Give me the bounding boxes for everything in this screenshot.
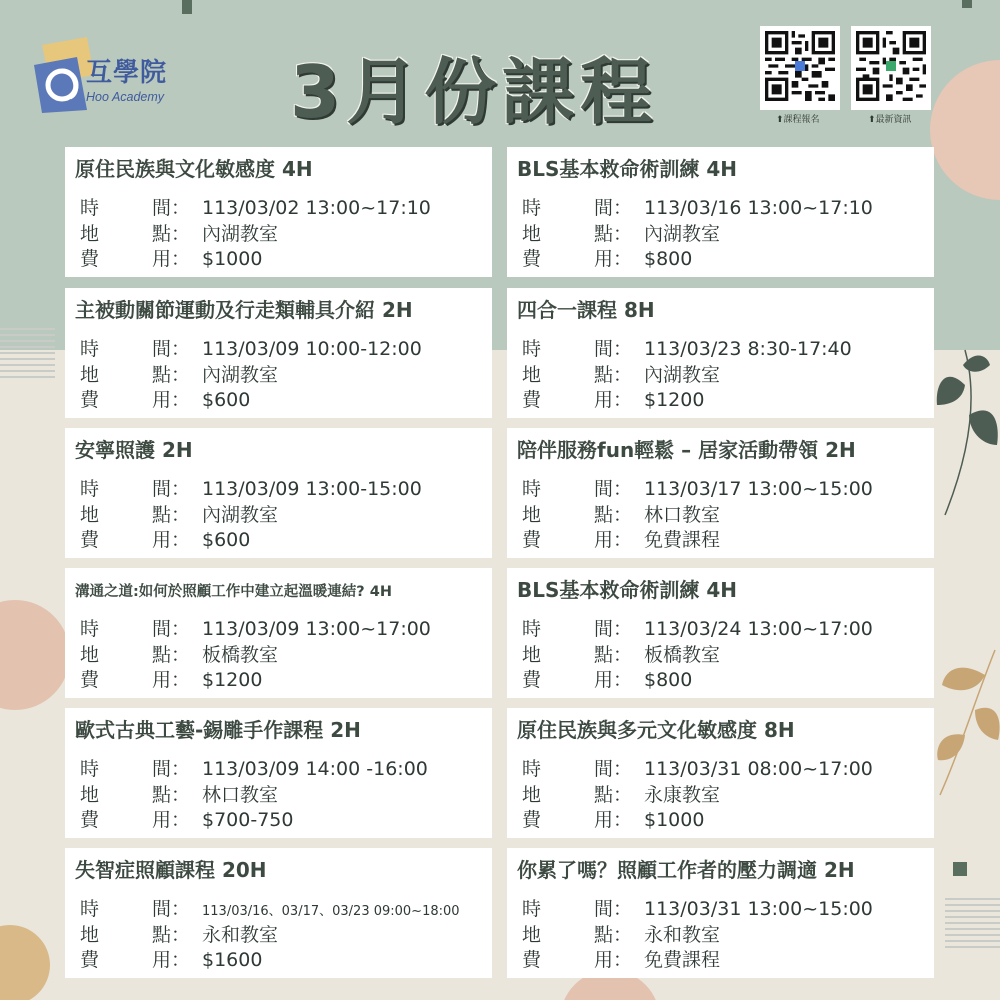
time-label-b: 間： xyxy=(594,338,633,360)
course-title: BLS基本救命術訓練 4H xyxy=(517,578,738,602)
place-label-b: 點： xyxy=(152,784,191,806)
decorative-circle xyxy=(0,925,50,1000)
fee-label-b: 用： xyxy=(594,809,633,831)
course-fee: $1200 xyxy=(202,669,263,691)
place-label-b: 點： xyxy=(152,924,191,946)
course-fee: 免費課程 xyxy=(644,529,721,551)
time-label-b: 間： xyxy=(152,618,191,640)
course-fee-row xyxy=(80,805,293,832)
course-title: 陪伴服務fun輕鬆 – 居家活動帶領 2H xyxy=(517,438,856,462)
course-time: 113/03/23 8:30-17:40 xyxy=(644,338,852,360)
place-label-a: 地 xyxy=(522,364,542,386)
course-title: 原住民族與文化敏感度 4H xyxy=(75,157,313,181)
fee-label-b: 用： xyxy=(152,669,191,691)
time-label-a: 時 xyxy=(522,898,542,920)
time-label-a: 時 xyxy=(80,478,100,500)
fee-label-a: 費 xyxy=(522,949,542,971)
decorative-circle xyxy=(0,600,70,710)
course-card xyxy=(507,568,934,698)
course-place: 林口教室 xyxy=(202,784,279,806)
time-label-b: 間： xyxy=(594,478,633,500)
course-time-row xyxy=(522,193,873,220)
course-place-row xyxy=(80,219,278,246)
fee-label-b: 用： xyxy=(594,669,633,691)
time-label-b: 間： xyxy=(594,618,633,640)
fee-label-a: 費 xyxy=(80,529,100,551)
place-label-b: 點： xyxy=(594,644,633,666)
time-label-a: 時 xyxy=(522,338,542,360)
course-place-row xyxy=(522,780,720,807)
fee-label-a: 費 xyxy=(80,389,100,411)
course-fee-row xyxy=(522,385,704,412)
course-time-row xyxy=(522,614,873,641)
place-label-a: 地 xyxy=(522,924,542,946)
fee-label-a: 費 xyxy=(80,809,100,831)
qr-code-news[interactable] xyxy=(851,26,931,110)
course-card xyxy=(65,147,492,277)
course-fee: $800 xyxy=(644,248,693,270)
course-time: 113/03/09 13:00~17:00 xyxy=(202,618,431,640)
course-title: 四合一課程 8H xyxy=(517,298,655,322)
decorative-stripes xyxy=(0,328,55,378)
course-place-row xyxy=(80,500,278,527)
place-label-a: 地 xyxy=(522,644,542,666)
fee-label-b: 用： xyxy=(152,389,191,411)
place-label-a: 地 xyxy=(80,924,100,946)
course-time: 113/03/24 13:00~17:00 xyxy=(644,618,873,640)
leaf-decoration-icon xyxy=(930,640,1000,800)
course-card xyxy=(65,708,492,838)
course-title: 主被動關節運動及行走類輔具介紹 2H xyxy=(75,298,413,322)
fee-label-b: 用： xyxy=(594,529,633,551)
time-label-b: 間： xyxy=(594,898,633,920)
place-label-a: 地 xyxy=(522,223,542,245)
time-label-a: 時 xyxy=(80,898,100,920)
decorative-stripes xyxy=(945,898,1000,948)
fee-label-a: 費 xyxy=(522,389,542,411)
course-fee-row xyxy=(522,244,692,271)
place-label-b: 點： xyxy=(594,784,633,806)
course-time-row xyxy=(522,334,852,361)
place-label-b: 點： xyxy=(152,364,191,386)
course-title: 你累了嗎？照顧工作者的壓力調適 2H xyxy=(517,858,855,882)
course-fee: $700-750 xyxy=(202,809,294,831)
course-fee-row xyxy=(80,385,250,412)
qr-caption-registration: ⬆課程報名 xyxy=(776,115,820,125)
time-label-a: 時 xyxy=(522,618,542,640)
fee-label-a: 費 xyxy=(80,248,100,270)
course-time-row xyxy=(522,474,873,501)
fee-label-b: 用： xyxy=(594,949,633,971)
time-label-a: 時 xyxy=(80,618,100,640)
course-place-row xyxy=(80,640,278,667)
decorative-square xyxy=(182,0,192,14)
course-title: BLS基本救命術訓練 4H xyxy=(517,157,738,181)
course-fee: $1000 xyxy=(202,248,263,270)
fee-label-b: 用： xyxy=(152,949,191,971)
course-place-row xyxy=(80,360,278,387)
course-place-row xyxy=(80,920,278,947)
place-label-a: 地 xyxy=(80,504,100,526)
time-label-a: 時 xyxy=(522,478,542,500)
course-fee: $600 xyxy=(202,389,251,411)
place-label-a: 地 xyxy=(80,784,100,806)
place-label-b: 點： xyxy=(594,924,633,946)
place-label-b: 點： xyxy=(594,364,633,386)
qr-caption-news: ⬆最新資訊 xyxy=(868,115,912,125)
course-time-row xyxy=(80,754,428,781)
course-card xyxy=(507,288,934,418)
course-fee-row xyxy=(522,805,704,832)
qr-code-icon xyxy=(765,31,835,101)
course-place-row xyxy=(522,219,720,246)
course-card xyxy=(507,428,934,558)
place-label-a: 地 xyxy=(80,644,100,666)
course-place: 內湖教室 xyxy=(202,504,279,526)
logo-text: 互學院 xyxy=(86,58,168,88)
course-time-row xyxy=(80,894,460,921)
time-label-a: 時 xyxy=(522,197,542,219)
course-time: 113/03/02 13:00~17:10 xyxy=(202,197,431,219)
course-time: 113/03/16、03/17、03/23 09:00~18:00 xyxy=(202,904,460,919)
course-place: 板橋教室 xyxy=(644,644,721,666)
time-label-a: 時 xyxy=(80,197,100,219)
fee-label-a: 費 xyxy=(80,669,100,691)
course-place-row xyxy=(522,640,720,667)
course-title: 歐式古典工藝-錫雕手作課程 2H xyxy=(75,718,361,742)
course-fee: $800 xyxy=(644,669,693,691)
time-label-b: 間： xyxy=(152,758,191,780)
course-fee-row xyxy=(522,945,720,972)
course-fee: $1000 xyxy=(644,809,705,831)
place-label-a: 地 xyxy=(522,504,542,526)
time-label-a: 時 xyxy=(80,758,100,780)
course-card xyxy=(65,568,492,698)
course-place: 永和教室 xyxy=(644,924,721,946)
course-time: 113/03/09 14:00 -16:00 xyxy=(202,758,428,780)
course-card xyxy=(65,428,492,558)
course-title: 溝通之道:如何於照顧工作中建立起溫暖連結? 4H xyxy=(75,584,392,600)
fee-label-b: 用： xyxy=(594,389,633,411)
time-label-b: 間： xyxy=(152,338,191,360)
place-label-b: 點： xyxy=(152,644,191,666)
course-time: 113/03/09 13:00-15:00 xyxy=(202,478,422,500)
fee-label-a: 費 xyxy=(522,248,542,270)
decorative-square xyxy=(962,0,972,8)
course-card xyxy=(65,848,492,978)
fee-label-b: 用： xyxy=(152,248,191,270)
course-time-row xyxy=(80,334,422,361)
course-place: 內湖教室 xyxy=(644,223,721,245)
course-card xyxy=(507,708,934,838)
course-place: 永康教室 xyxy=(644,784,721,806)
time-label-a: 時 xyxy=(80,338,100,360)
time-label-b: 間： xyxy=(152,898,191,920)
course-place-row xyxy=(522,500,720,527)
course-place: 永和教室 xyxy=(202,924,279,946)
qr-code-registration[interactable] xyxy=(760,26,840,110)
course-place-row xyxy=(522,920,720,947)
course-place: 內湖教室 xyxy=(202,223,279,245)
time-label-a: 時 xyxy=(522,758,542,780)
course-time: 113/03/09 10:00-12:00 xyxy=(202,338,422,360)
course-fee-row xyxy=(522,665,692,692)
course-time-row xyxy=(80,193,431,220)
leaf-decoration-icon xyxy=(925,345,1000,520)
time-label-b: 間： xyxy=(152,197,191,219)
fee-label-b: 用： xyxy=(594,248,633,270)
course-place: 林口教室 xyxy=(644,504,721,526)
course-title: 失智症照顧課程 20H xyxy=(75,858,267,882)
time-label-b: 間： xyxy=(152,478,191,500)
course-title: 原住民族與多元文化敏感度 8H xyxy=(517,718,795,742)
course-fee: $600 xyxy=(202,529,251,551)
fee-label-a: 費 xyxy=(522,529,542,551)
place-label-b: 點： xyxy=(152,223,191,245)
course-time-row xyxy=(522,754,873,781)
course-fee: $1200 xyxy=(644,389,705,411)
course-time: 113/03/31 08:00~17:00 xyxy=(644,758,873,780)
course-fee-row xyxy=(80,525,250,552)
course-card xyxy=(65,288,492,418)
course-fee-row xyxy=(522,525,720,552)
course-fee-row xyxy=(80,665,262,692)
qr-code-icon xyxy=(856,31,926,101)
course-time: 113/03/31 13:00~15:00 xyxy=(644,898,873,920)
fee-label-b: 用： xyxy=(152,809,191,831)
course-time: 113/03/17 13:00~15:00 xyxy=(644,478,873,500)
course-place-row xyxy=(80,780,278,807)
time-label-b: 間： xyxy=(594,758,633,780)
course-time-row xyxy=(80,474,422,501)
page-title: 3月份課程 xyxy=(290,50,659,134)
course-time-row xyxy=(80,614,431,641)
course-card xyxy=(507,848,934,978)
fee-label-b: 用： xyxy=(152,529,191,551)
place-label-b: 點： xyxy=(594,223,633,245)
logo-subtitle: Hoo Academy xyxy=(86,90,165,104)
course-fee: $1600 xyxy=(202,949,263,971)
course-fee-row xyxy=(80,945,262,972)
place-label-a: 地 xyxy=(80,364,100,386)
course-place: 板橋教室 xyxy=(202,644,279,666)
course-time: 113/03/16 13:00~17:10 xyxy=(644,197,873,219)
fee-label-a: 費 xyxy=(522,669,542,691)
course-fee: 免費課程 xyxy=(644,949,721,971)
decorative-square xyxy=(953,862,967,876)
fee-label-a: 費 xyxy=(80,949,100,971)
time-label-b: 間： xyxy=(594,197,633,219)
course-card xyxy=(507,147,934,277)
course-title: 安寧照護 2H xyxy=(75,438,193,462)
course-fee-row xyxy=(80,244,262,271)
course-place: 內湖教室 xyxy=(202,364,279,386)
course-place: 內湖教室 xyxy=(644,364,721,386)
course-time-row xyxy=(522,894,873,921)
place-label-a: 地 xyxy=(522,784,542,806)
place-label-a: 地 xyxy=(80,223,100,245)
fee-label-a: 費 xyxy=(522,809,542,831)
place-label-b: 點： xyxy=(152,504,191,526)
course-place-row xyxy=(522,360,720,387)
place-label-b: 點： xyxy=(594,504,633,526)
